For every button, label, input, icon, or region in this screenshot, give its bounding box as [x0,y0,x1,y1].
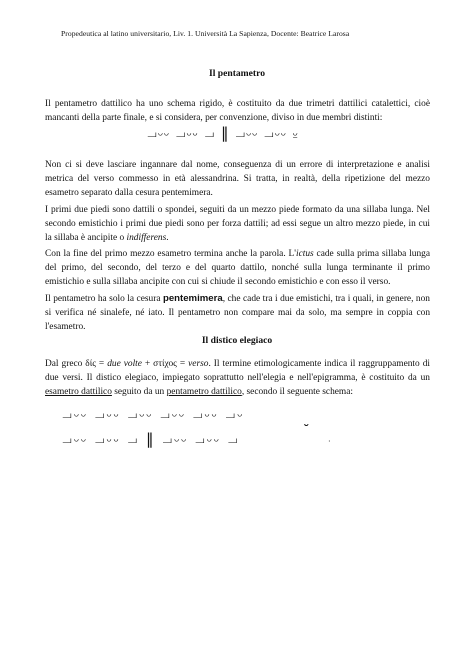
text-span: + στίχος = [141,359,189,369]
text-span: . [166,233,169,243]
paragraph-intro: Il pentametro dattilico ha uno schema rigido, è costituito da due trimetri dattilici catalettici, cioè mancanti della parte finale, e si considera, per convenzione, diviso in due membri distinti: [45,99,430,123]
section-title-pentametro: Il pentametro [208,68,266,79]
final-syllable-mark: ⏑ [304,418,309,434]
stray-dot: · [328,437,331,446]
text-span: Con la fine del primo mezzo esametro termina anche la parola. L' [45,249,296,259]
text-span: . Il termine etimologicamente indica il raggruppamento di due versi. Il distico elegiaco, impiegato soprattutto nell'elegia e nell'epigramma, è costituito da un [45,359,430,383]
text-span: cade sulla prima sillaba lunga del primo, del secondo, del terzo e del quarto dattilo, nonché sulla lunga terminante il primo emistichio e sulla sillaba ancipite con cui si chiude il secondo emistichio e con esso il verso. [45,249,431,287]
paragraph-pentametro-name: Non ci si deve lasciare ingannare dal nome, conseguenza di un errore di interpretazione e analisi metrica del verso commesso in età alessandrina. Si tratta, in realtà, della ripetizione del mezzo esametro separato dalla cesura pentemimera. [45,160,430,198]
text-span: Il pentametro ha solo la cesura [45,294,163,304]
italic-term: due volte [107,359,142,369]
paragraph-distico [45,357,430,399]
section-title-distico: Il distico elegiaco [201,335,273,346]
text-span: , che cade tra i due emistichi, tra i quali, in genere, non si verifica né sinalefe, né iato. Il pentametro non compare mai da solo, ma sempre in coppia con l'esametro. [45,294,430,332]
italic-term: indifferens [126,233,167,243]
paragraph-cesura [45,292,430,334]
hexameter-scheme: ⏗⏑⏑ ⏗⏑⏑ ⏗⏑⏑ ⏗⏑⏑ ⏗⏑⏑ ⏗⏑ [62,405,245,423]
paragraph-ictus [45,247,430,289]
text-span: Dal greco δίς = [45,359,108,369]
text-span: I primi due piedi sono dattili o spondei, seguiti da un mezzo piede formato da una sillaba lunga. Nel secondo emistichio i primi due piedi sono per forza dattili; ad essi segue un altro mezzo piede, in cui la sillaba è ancipite o [45,205,430,243]
underlined-term: esametro dattilico [45,387,112,397]
page-header: Propedeutica al latino universitario, Liv. 1. Università La Sapienza, Docente: Beatrice Larosa [61,29,350,38]
pentameter-scheme: ⏗⏑⏑ ⏗⏑⏑ ⏗ ‖ ⏗⏑⏑ ⏗⏑⏑ ⏓ [147,124,299,142]
pentameter-scheme-distico: ⏗⏑⏑ ⏗⏑⏑ ⏗ ‖ ⏗⏑⏑ ⏗⏑⏑ ⏗ [62,430,240,448]
underlined-term: pentametro dattilico [166,387,242,397]
text-span: seguito da un [111,387,167,397]
italic-term: ictus [295,249,314,259]
paragraph-piedi [45,203,430,245]
bold-term: pentemimera [162,293,223,304]
italic-term: verso [188,359,209,369]
text-span: , secondo il seguente schema: [241,387,353,397]
